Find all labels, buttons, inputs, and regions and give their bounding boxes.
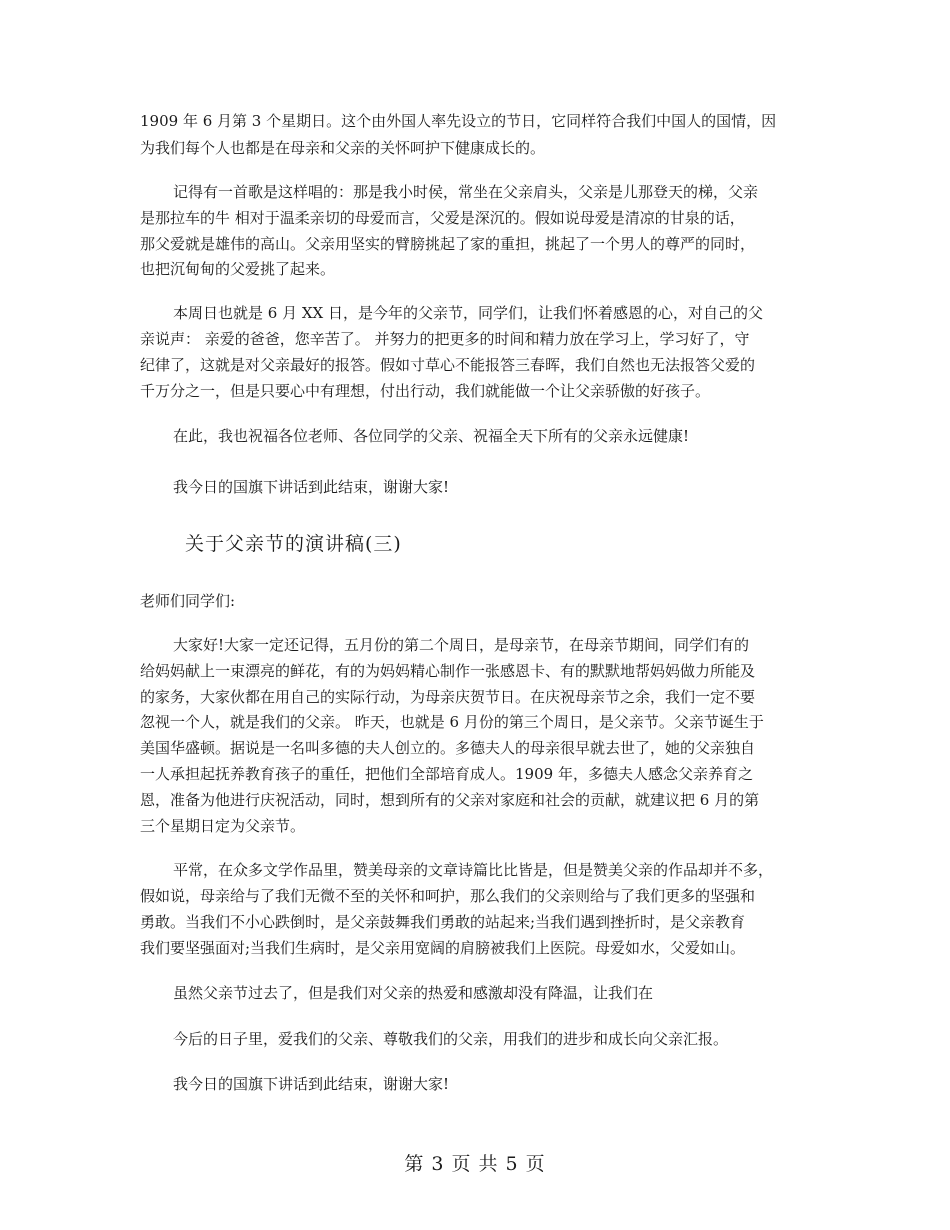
paragraph-line: 千万分之一，但是只要心中有理想，付出行动，我们就能做一个让父亲骄傲的好孩子。 bbox=[140, 382, 711, 400]
paragraph-line: 的家务，大家伙都在用自己的实际行动，为母亲庆贺节日。在庆祝母亲节之余，我们一定不要 bbox=[140, 688, 756, 706]
section-title: 关于父亲节的演讲稿(三) bbox=[185, 533, 402, 555]
paragraph-line: 勇敢。当我们不小心跌倒时，是父亲鼓舞我们勇敢的站起来;当我们遇到挫折时，是父亲教育 bbox=[140, 913, 746, 931]
page-number-footer: 第 3 页 共 5 页 bbox=[404, 1153, 546, 1175]
paragraph-line: 平常，在众多文学作品里，赞美母亲的文章诗篇比比皆是，但是赞美父亲的作品却并不多， bbox=[173, 861, 774, 879]
paragraph-line: 纪律了，这就是对父亲最好的报答。假如寸草心不能报答三春晖，我们自然也无法报答父爱的 bbox=[140, 356, 756, 374]
paragraph-line: 在此，我也祝福各位老师、各位同学的父亲、祝福全天下所有的父亲永远健康! bbox=[173, 427, 690, 445]
paragraph-line: 那父爱就是雄伟的高山。父亲用坚实的臂膀挑起了家的重担，挑起了一个男人的尊严的同时， bbox=[140, 235, 756, 253]
paragraph-line: 大家好!大家一定还记得，五月份的第二个周日，是母亲节，在母亲节期间，同学们有的 bbox=[173, 636, 750, 654]
paragraph-line: 假如说，母亲给与了我们无微不至的关怀和呵护，那么我们的父亲则给与了我们更多的坚强和 bbox=[140, 887, 756, 905]
paragraph-line: 也把沉甸甸的父爱挑了起来。 bbox=[140, 260, 336, 278]
paragraph-line: 我今日的国旗下讲话到此结束，谢谢大家! bbox=[173, 1075, 450, 1093]
paragraph-line: 恩，准备为他进行庆祝活动，同时，想到所有的父亲对家庭和社会的贡献，就建议把 6 月的第 bbox=[140, 791, 760, 809]
paragraph-line: 我今日的国旗下讲话到此结束，谢谢大家! bbox=[173, 478, 450, 496]
paragraph-line: 虽然父亲节过去了，但是我们对父亲的热爱和感激却没有降温，让我们在 bbox=[173, 984, 654, 1002]
paragraph-line: 美国华盛顿。据说是一名叫多德的夫人创立的。多德夫人的母亲很早就去世了，她的父亲独自 bbox=[140, 739, 756, 757]
paragraph-line: 给妈妈献上一束漂亮的鲜花，有的为妈妈精心制作一张感恩卡、有的默默地帮妈妈做力所能及 bbox=[140, 662, 756, 680]
paragraph-line: 忽视一个人，就是我们的父亲。 昨天，也就是 6 月份的第三个周日，是父亲节。父亲节诞生于 bbox=[140, 713, 764, 731]
paragraph-line: 一人承担起抚养教育孩子的重任，把他们全部培育成人。1909 年，多德夫人感念父亲养育之 bbox=[140, 765, 753, 783]
paragraph-line: 我们要坚强面对;当我们生病时，是父亲用宽阔的肩膀被我们上医院。母爱如水，父爱如山。 bbox=[140, 939, 746, 957]
paragraph-line: 1909 年 6 月第 3 个星期日。这个由外国人率先设立的节日，它同样符合我们中国人的国情，因 bbox=[140, 112, 777, 130]
paragraph-line: 本周日也就是 6 月 XX 日，是今年的父亲节，同学们，让我们怀着感恩的心，对自己的父 bbox=[173, 304, 763, 322]
paragraph-line: 是那拉车的牛 相对于温柔亲切的母爱而言，父爱是深沉的。假如说母爱是清凉的甘泉的话， bbox=[140, 209, 745, 227]
paragraph-line: 三个星期日定为父亲节。 bbox=[140, 817, 306, 835]
greeting: 老师们同学们: bbox=[140, 592, 236, 610]
paragraph-line: 亲说声： 亲爱的爸爸，您辛苦了。 并努力的把更多的时间和精力放在学习上，学习好了，守 bbox=[140, 330, 750, 348]
paragraph-line: 记得有一首歌是这样唱的：那是我小时侯，常坐在父亲肩头，父亲是儿那登天的梯，父亲 bbox=[173, 183, 759, 201]
paragraph-line: 今后的日子里，爱我们的父亲、尊敬我们的父亲，用我们的进步和成长向父亲汇报。 bbox=[173, 1030, 729, 1048]
paragraph-line: 为我们每个人也都是在母亲和父亲的关怀呵护下健康成长的。 bbox=[140, 139, 546, 157]
